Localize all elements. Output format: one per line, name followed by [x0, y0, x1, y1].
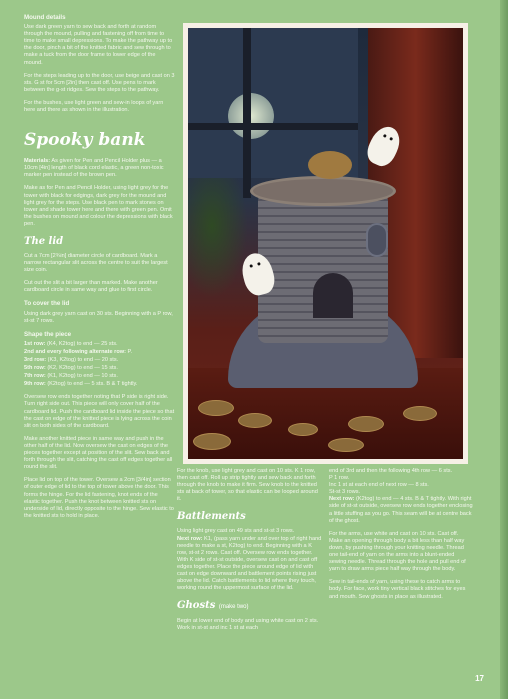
shape-row-text: (K2, K2tog) to end — 15 sts. — [45, 365, 118, 372]
battlements-next-row — [177, 536, 323, 593]
another-piece-paragraph: Make another knitted piece in same way and push in the other half of the lid. Now oversew the cast on edges of the pieces together except at position of the slit. Sew back and forth through the slit, catching the cast off edges together all round the slit. — [24, 435, 173, 471]
column-right — [329, 468, 473, 607]
cover-lid-heading: To cover the lid — [24, 300, 70, 308]
coin — [238, 413, 272, 428]
tower-window — [366, 223, 388, 257]
coin — [348, 416, 384, 432]
coin — [328, 438, 364, 452]
spooky-bank-photo — [188, 28, 463, 459]
materials-label: Materials: — [24, 158, 51, 165]
photo-frame — [183, 23, 468, 464]
mound-paragraph-1: Use dark green yarn to sew back and forth at random through the mound, pulling and fastening off from time to time to make small depressions. To make the pathway up to the door, pinch a bit of the knitted fabric and sew through to make a tuck from the door frame to lower edge of the mound. — [24, 24, 173, 66]
ghosts-heading-text: Ghosts — [177, 600, 216, 612]
sew-paragraph: Sew in tail-ends of yarn, using these to catch arms to body. For face, work tiny vertical black stitches for eyes and mouth. Sew ghosts in place as illustrated. — [329, 579, 466, 600]
cover-paragraph: Using dark grey yarn cast on 30 sts. Beginning with a P row, st-st 7 rows. — [24, 310, 173, 324]
bank-lid — [250, 176, 396, 206]
arms-paragraph: For the arms, use white and cast on 10 sts. Cast off. Make an opening through body a bit less than half way down, by pushing through your knitting needle. Thread one tail-end of yarn on the arms into a blunt-ended sewing needle. Thread through the hole and pull end of yarn to draw arms piece half way through the body. — [329, 530, 466, 573]
ghost-next-row — [329, 496, 473, 524]
ghosts-heading — [177, 600, 323, 613]
next-row-text: (K2tog) to end — 4 sts. B & T tightly. With right side of st-st outside, oversew row ends together enclosing a little stuffing as you go. This seam will be at centre back of the ghost. — [329, 496, 473, 524]
page-edge — [500, 0, 508, 699]
shape-row — [24, 381, 175, 388]
shape-row-label: 1st row: — [24, 340, 46, 347]
ghosts-subheading: (make two) — [218, 604, 249, 611]
shape-row-text: (K1, K2tog) to end — 10 sts. — [45, 373, 118, 380]
page-number: 17 — [475, 674, 484, 683]
coin — [288, 423, 318, 436]
shape-row — [24, 373, 175, 380]
coin — [308, 151, 352, 179]
shape-row — [24, 365, 175, 372]
place-lid-paragraph: Place lid on top of the tower. Oversew a 2cm [3/4in] section of outer edge of lid to the top of tower above the door. This forms the hinge. For the lid fastening, knot ends of the elastic together. Push the knot between knitted sts on underside of lid, directly opposite to the hinge. Sew elastic to the knitted sts to hold in place. — [24, 477, 174, 519]
shape-row — [24, 357, 175, 364]
materials-text: As given for Pen and Pencil Holder plus — a 10cm [4in] length of black cord elastic, a green non-toxic marker pen instead of the brown pen. — [24, 158, 164, 179]
shape-rows-list — [24, 341, 175, 389]
next-row-label: Next row: — [329, 496, 355, 503]
mound-details-heading: Mound details — [24, 14, 66, 21]
intro-paragraph: Make as for Pen and Pencil Holder, using light grey for the tower with black for edgings, dark grey for the mound and light grey for the steps. Use black pen to mark stones on tower and shade tower here and there with green pen. Omit the bushes on mound and colour the depressions with black pen. — [24, 185, 173, 227]
lid-paragraph-1: Cut a 7cm [2¾in] diameter circle of cardboard. Mark a narrow rectangular slit across the centre to suit the largest size coin. — [24, 252, 168, 274]
shape-row-label: 7th row: — [24, 373, 46, 380]
shape-row-text: (K3, K2tog) to end — 20 sts. — [46, 357, 119, 363]
shape-piece-heading: Shape the piece — [24, 330, 72, 338]
coin — [193, 433, 231, 450]
ghost-step-3: Inc 1 st at each end of next row — 8 sts. — [329, 482, 429, 489]
next-row-label: Next row: — [177, 535, 203, 542]
materials-paragraph — [24, 158, 175, 179]
tower-door — [313, 273, 353, 318]
mound-paragraph-2: For the steps leading up to the door, use beige and cast on 3 sts. G st for 5cm [2in] then cast off. Use pens to mark between the g-st ridges. Sew the steps to the pathway. — [24, 72, 175, 93]
ghosts-paragraph: Begin at lower end of body and using white cast on 2 sts. Work in st-st and inc 1 st at each — [177, 618, 319, 632]
shape-row-text: P. — [125, 348, 133, 355]
shape-row — [24, 341, 175, 348]
mound-paragraph-3: For the bushes, use light green and sew-in loops of yarn here and there as shown in the illustration. — [24, 99, 164, 114]
coin — [403, 406, 437, 421]
coin — [198, 400, 234, 416]
knob-paragraph: For the knob, use light grey and cast on 10 sts. K 1 row, then cast off. Roll up strip tightly and sew back and forth through the knob to make it firm. Sew knob to the knitted sts at back of tower, so that elastic can be looped around it. — [177, 468, 318, 503]
shape-row-label: 5th row: — [24, 365, 46, 372]
ghost-step-1: end of 3rd and then the following 4th row — 6 sts. — [329, 468, 453, 474]
shape-row-text: (K2tog) to end — 5 sts. B & T tightly. — [45, 381, 138, 388]
lid-paragraph-2: Cut out the slit a bit larger than marked. Make another cardboard circle in same way and glue to first circle. — [24, 280, 158, 294]
lid-heading: The lid — [24, 235, 64, 247]
battlements-heading: Battlements — [177, 511, 246, 523]
moon — [228, 93, 274, 139]
ghost-step-4: St-st 3 rows. — [329, 489, 361, 496]
oversew-paragraph: Oversew row ends together noting that P side is right side. Turn right side out. This piece will only cover half of the cardboard lid. Push the cardboard lid inside the piece so that the cast on edge of the knitted piece is lying across the coin slit on both sides of the cardboard. — [24, 394, 175, 429]
ghost-step-2: P 1 row. — [329, 475, 350, 482]
window-frame — [188, 123, 358, 130]
next-row-text: K1, (pass yarn under and over top of right hand needle to make a st, K2tog) to end. Beginning with a K row, st-st 2 rows. Cast off. Oversew row ends together. With K side of st-st outside, oversew cast on and cast off edges together. Place the piece around edge of lid with cast on edge downward and battlement points rising just above the lid. Catch battlements to lid where they touch, working round the uppermost surface of the lid. — [177, 535, 322, 592]
column-middle — [177, 468, 323, 639]
shape-row-label: 3rd row: — [24, 357, 47, 363]
battlements-paragraph: Using light grey cast on 49 sts and st-st 3 rows. — [177, 528, 295, 535]
shape-row — [24, 349, 175, 356]
shape-row-label: 9th row: — [24, 381, 46, 388]
column-left — [24, 14, 175, 526]
shape-row-text: (K4, K2tog) to end — 25 sts. — [45, 340, 118, 347]
bank-tower — [258, 193, 388, 343]
window-frame — [243, 28, 251, 198]
plant — [188, 178, 248, 298]
article-title: Spooky bank — [24, 130, 146, 151]
shape-row-label: 2nd and every following alternate row: — [24, 348, 126, 355]
